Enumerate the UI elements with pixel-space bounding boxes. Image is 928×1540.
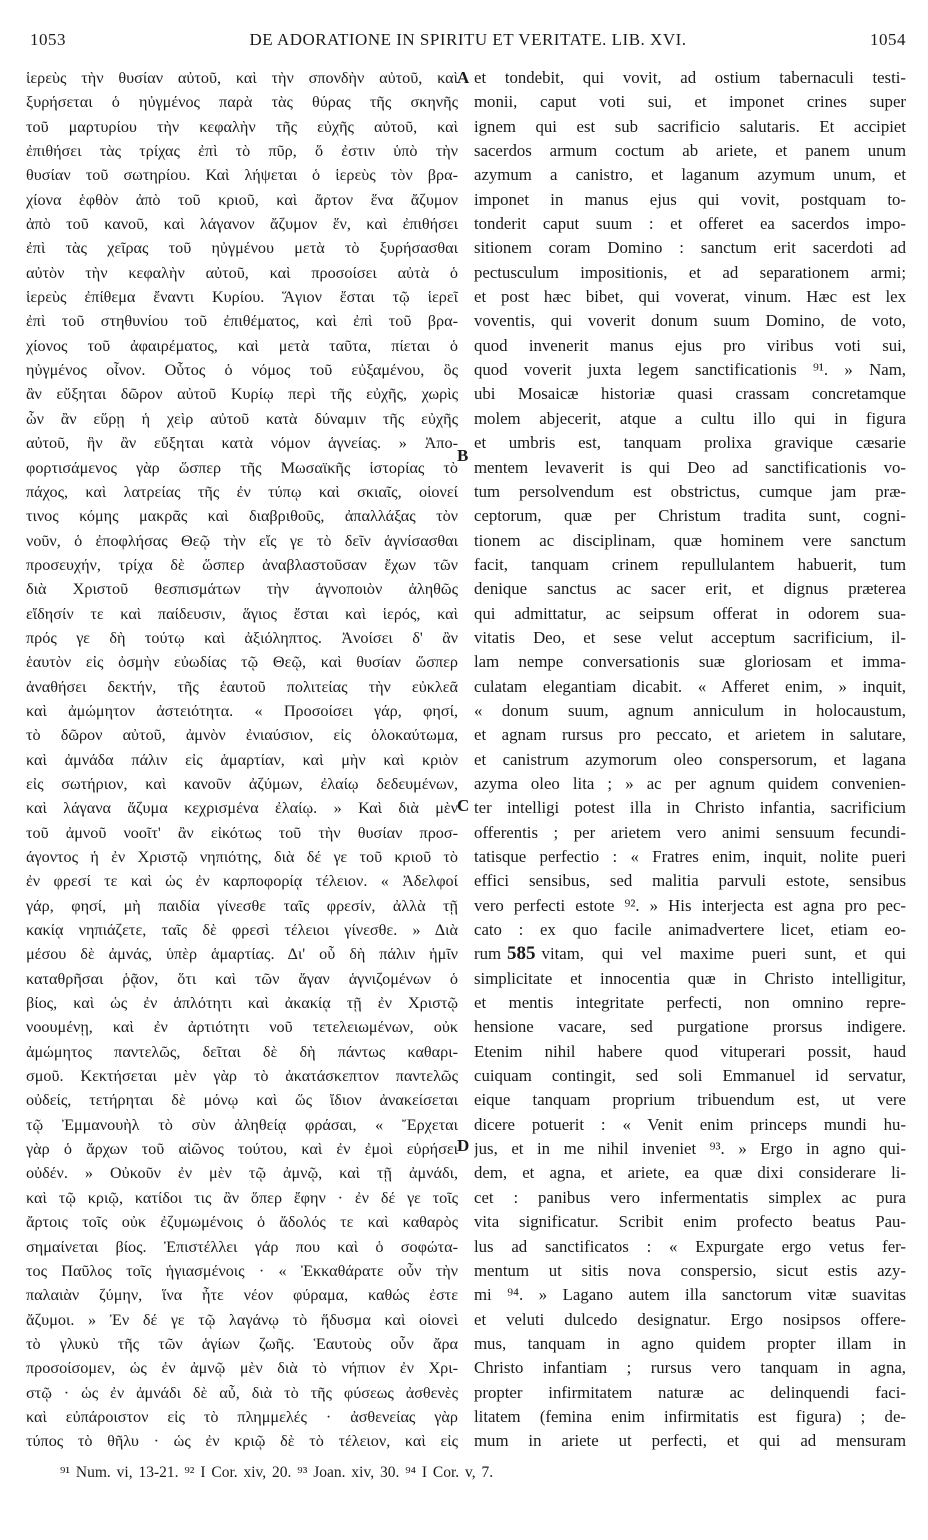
- section-marker-c: C: [457, 796, 470, 815]
- greek-text-line: οὐδέν. » Οὐκοῦν ἐν μὲν τῷ ἀμνῷ, καὶ τῇ ἀμνάδι,: [26, 1164, 458, 1183]
- latin-text-line: effici sensibus, sed malitia parvuli estote, sensibus: [474, 871, 906, 891]
- greek-text-line: τῷ Ἐμμανουὴλ τὸ σὺν ἀληθείᾳ φράσαι, « Ἔρχεται: [26, 1115, 458, 1134]
- latin-text-line: lus ad sanctificatos : « Expurgate ergo vetus fer-: [474, 1236, 906, 1256]
- latin-text-line: sacerdos armum coctum ab ariete, et panem unum: [474, 141, 906, 161]
- greek-text-line: ἱερεὺς ἐπίθεμα ἔναντι Κυρίου. Ἅγιον ἔσται τῷ ἱερεῖ: [26, 288, 458, 307]
- greek-text-line: τύπος τὸ θῆλυ · ὡς ἐν κριῷ δὲ τὸ τέλειον, καὶ εἰς: [26, 1432, 458, 1451]
- greek-text-line: γάρ, φησί, μὴ παιδία γίνεσθε ταῖς φρεσίν, ἀλλὰ τῇ: [26, 896, 458, 915]
- greek-text-line: ἀναθήσει δεκτήν, τῆς ἑαυτοῦ πολιτείας τὴν εὐκλεᾶ: [26, 677, 458, 696]
- greek-text-line: γὰρ ὁ ἄρχων τοῦ αἰῶνος τούτου, καὶ ἐν ἐμοὶ εὑρήσει: [26, 1140, 458, 1159]
- latin-text-line: ignem qui est sub sacrificio salutaris. Et accipiet: [474, 116, 906, 136]
- latin-text-line: imponet in manus ejus qui vovit, postquam to-: [474, 189, 906, 209]
- latin-text-line: vita significatur. Scribit enim profecto beatus Pau-: [474, 1212, 906, 1232]
- latin-text-line: et veluti dulcedo designatur. Ergo nosipsos offere-: [474, 1309, 906, 1329]
- page-number-right: 1054: [870, 30, 906, 49]
- greek-text-line: τὸ δῶρον αὐτοῦ, ἀμνὸν ἐνιαύσιον, εἰς ὁλοκαύτωμα,: [26, 726, 458, 745]
- latin-text-line: denique sanctus ac sacer erit, et dignus præterea: [474, 579, 906, 599]
- greek-text-line: αὐτοῦ, ἣν ἂν εὔξηται κατὰ νόμον ἁγνείας. » Ἀπο-: [26, 434, 458, 453]
- latin-text-line: mentum ut sitis nova conspersio, sicut estis azy-: [474, 1260, 906, 1280]
- latin-text-line: mum in ariete ut perfecti, et qui ad mensuram: [474, 1431, 906, 1451]
- greek-text-line: εἴδησίν τε καὶ παίδευσιν, ἅγιος ἔσται καὶ ἱερός, καὶ: [26, 604, 458, 623]
- greek-text-line: ἀμώμητος παντελῶς, δεῖται δὲ δὴ πάντως καθαρι-: [26, 1042, 458, 1061]
- latin-text-line: azymum a canistro, et laganum azymum unum, et: [474, 165, 906, 185]
- greek-text-line: ἑαυτὸν εἰς ὀσμὴν εὐωδίας τῷ Θεῷ, καὶ θυσίαν ὥσπερ: [26, 653, 458, 672]
- running-title: DE ADORATIONE IN SPIRITU ET VERITATE. LIB. XVI.: [249, 30, 687, 49]
- latin-text-line: simplicitate et innocentia quæ in Christo intelligitur,: [474, 968, 906, 988]
- greek-text-line: νοῦν, ὁ ἐποφλήσας Θεῷ τὴν εἴς γε τὸ δεῖν ἁγνίσασθαι: [26, 531, 458, 550]
- greek-text-line: πρός γε δὴ τούτῳ καὶ ἀξιόληπτος. Ἀνοίσει δ' ἂν: [26, 628, 458, 647]
- greek-text-line: καὶ λάγανα ἄζυμα κεχρισμένα ἐλαίῳ. » Καὶ διὰ μὲν: [26, 799, 458, 818]
- greek-text-line: χίονα ἑφθὸν ἀπὸ τοῦ κριοῦ, καὶ ἄρτον ἕνα ἄζυμον: [26, 190, 458, 209]
- greek-text-line: τοῦ ἀμνοῦ νοοῖτ' ἂν εἰκότως τοῦ τὴν θυσίαν προσ-: [26, 823, 458, 842]
- latin-text-line: et agnam rursus pro peccato, et arietem in salutare,: [474, 725, 906, 745]
- latin-text-line: eique tanquam proprium tribuendum est, ut vere: [474, 1090, 906, 1110]
- latin-text-line: cet : panibus vero infermentatis simplex ac pura: [474, 1187, 906, 1207]
- latin-text-line: mentem levaverit is qui Deo ad sanctificationis vo-: [474, 457, 906, 477]
- greek-text-line: προσοίσομεν, ὡς ἐν ἀμνῷ μὲν διὰ τὸ νήπιον ἐν Χρι-: [26, 1359, 458, 1378]
- inline-page-number: 585: [507, 943, 536, 965]
- greek-text-line: παλαιὰν ζύμην, ἵνα ἦτε νέον φύραμα, καθώς ἐστε: [26, 1286, 458, 1305]
- greek-text-line: τοῦ μαρτυρίου τὴν κεφαλὴν τῆς εὐχῆς αὐτοῦ, καὶ: [26, 117, 458, 136]
- latin-text-line: Etenim nihil habere quod vituperari possit, haud: [474, 1041, 906, 1061]
- greek-text-line: άγοντος ἡ ἐν Χριστῷ νηπιότης, διὰ δέ γε τοῦ κριοῦ τὸ: [26, 848, 458, 866]
- greek-text-line: νοουμένῃ, καὶ ἐν ἀρτιότητι νοῦ τετελειωμένων, οὐκ: [26, 1018, 458, 1037]
- latin-text-line: mus, tanquam in agno quidem propter illam in: [474, 1333, 906, 1353]
- footnotes: ⁹¹ Num. vi, 13-21. ⁹² I Cor. xiv, 20. ⁹³ Joan. xiv, 30. ⁹⁴ I Cor. v, 7.: [60, 1464, 494, 1481]
- greek-text-line: ἀπὸ τοῦ κανοῦ, καὶ λάγανον ἄζυμον ἕν, καὶ ἐπιθήσει: [26, 215, 458, 234]
- greek-text-line: ἱερεὺς τὴν θυσίαν αὐτοῦ, καὶ τὴν σπονδὴν αὐτοῦ, καὶ: [26, 69, 458, 87]
- greek-text-line: βίος, καὶ ὡς ἐν ἁπλότητι καὶ ἀκακίᾳ τῇ ἐν Χριστῷ: [26, 994, 458, 1013]
- latin-text-line: et umbris est, tanquam prolixa gravique cæsarie: [474, 433, 906, 453]
- section-marker-d: D: [457, 1136, 470, 1155]
- greek-text-line: ἂν εὔξηται δῶρον αὐτοῦ Κυρίῳ περὶ τῆς εὐχῆς, χωρὶς: [26, 385, 458, 404]
- greek-text-line: θυσίαν τοῦ σωτηρίου. Καὶ λήψεται ὁ ἱερεὺς τὸν βρα-: [26, 166, 458, 185]
- greek-text-line: πάχος, καὶ λατρείας τῆς ἐν τύπῳ καὶ σκιαῖς, οἱονεί: [26, 482, 458, 501]
- greek-text-line: τος Παῦλος τοῖς ἡγιασμένοις · « Ἐκκαθάρατε οὖν τὴν: [26, 1261, 458, 1280]
- greek-text-column: [26, 66, 458, 1454]
- greek-text-line: μέσου δὲ ἀμνάς, ὑπὲρ ἁμαρτίας. Δι' οὗ δὴ πάλιν ἡμῖν: [26, 945, 458, 964]
- latin-text-line: quod voverit juxta legem sanctificationis ⁹¹. » Nam,: [474, 360, 906, 380]
- latin-text-line: tatisque perfectio : « Fratres enim, inquit, nolite pueri: [474, 847, 906, 866]
- latin-text-line: mi ⁹⁴. » Lagano autem illa sanctorum vitæ suavitas: [474, 1285, 906, 1305]
- latin-text-line: quod invenerit manus ejus pro viribus voti sui,: [474, 335, 906, 355]
- latin-text-fragment: rum: [474, 944, 502, 964]
- greek-text-line: στῷ · ὡς ἐν ἀμνάδι δὲ αὖ, διὰ τὸ τῆς φύσεως ἀσθενὲς: [26, 1383, 458, 1402]
- greek-text-line: καὶ εὐπάροιστον εἰς τὸ πλημμελές · ἀσθενείας γὰρ: [26, 1407, 458, 1426]
- latin-text-line: tum persolvendum est obstrictus, cumque jam præ-: [474, 481, 906, 501]
- greek-text-line: ἄζυμοι. » Ἐν δέ γε τῷ λαγάνῳ τὸ ἥδυσμα καὶ οἱονεὶ: [26, 1310, 458, 1329]
- greek-text-line: προσευχήν, τρίχα δὲ ὥσπερ ἀναβλαστοῦσαν ἔχων τῶν: [26, 555, 458, 574]
- latin-text-line: [474, 942, 906, 966]
- latin-text-line: dem, et agna, et ariete, ea quæ dixi considerare li-: [474, 1163, 906, 1183]
- latin-text-fragment: vitam, qui vel maxime pueri sunt, et qui: [541, 944, 906, 964]
- greek-text-line: εἰς σωτήριον, καὶ κανοῦν ἀζύμων, ἐλαίῳ δεδευμένων,: [26, 774, 458, 793]
- latin-text-line: et post hæc bibet, qui voverat, vinum. Hæc est lex: [474, 287, 906, 307]
- latin-text-line: litatem (femina enim infirmitatis est figura) ; de-: [474, 1406, 906, 1426]
- running-header: [30, 28, 906, 56]
- latin-text-line: vero perfecti estote ⁹². » His interjecta est agna pro pec-: [474, 895, 906, 915]
- section-marker-a: A: [457, 68, 470, 87]
- greek-text-line: σημαίνεται βίος. Ἐπιστέλλει γάρ που καὶ ὁ σοφώτα-: [26, 1237, 458, 1256]
- latin-text-line: cato : ex quo facile animadvertere licet, etiam eo-: [474, 920, 906, 940]
- latin-text-line: propter infirmitatem naturæ ac delinquendi faci-: [474, 1382, 906, 1402]
- latin-text-line: « donum suum, agnum anniculum in holocaustum,: [474, 700, 906, 720]
- greek-text-line: σμοῦ. Κεκτήσεται μὲν γὰρ τὸ ἀκατάσκεπτον παντελῶς: [26, 1067, 458, 1086]
- latin-text-line: offerentis ; per arietem vero animi sensuum fecundi-: [474, 822, 906, 842]
- latin-text-line: ceptorum, quæ per Christum tradita sunt, cogni-: [474, 506, 906, 526]
- latin-text-line: ter intelligi potest illa in Christo infantia, sacrificium: [474, 798, 906, 818]
- greek-text-line: ξυρήσεται ὁ ηὐγμένος παρὰ τὰς θύρας τῆς σκηνῆς: [26, 93, 458, 112]
- greek-text-line: ηὐγμένος οἶνον. Οὗτος ὁ νόμος τοῦ εὐξαμένου, ὃς: [26, 361, 458, 380]
- latin-text-line: et mentis integritate perfecti, non omnino repre-: [474, 993, 906, 1013]
- latin-text-line: Christo infantiam ; rursus vero tanquam in agna,: [474, 1358, 906, 1378]
- latin-text-column: [474, 66, 906, 1454]
- greek-text-line: ἐπὶ τοῦ στηθυνίου τοῦ ἐπιθέματος, καὶ ἐπὶ τοῦ βρα-: [26, 312, 458, 331]
- greek-text-line: ἄρτοις τοῖς οὐκ ἐζυμωμένοις ὁ ἄδολός τε καὶ καθαρὸς: [26, 1213, 458, 1232]
- latin-text-line: ubi Mosaicæ historiæ quasi crassam concretamque: [474, 384, 906, 404]
- latin-text-line: dicere potuerit : « Venit enim princeps mundi hu-: [474, 1114, 906, 1134]
- greek-text-line: κακίᾳ νηπιάζετε, ταῖς δὲ φρεσὶ τέλειοι γίνεσθε. » Διὰ: [26, 921, 458, 940]
- latin-text-line: molem abjecerit, atque a cultu illo qui in figura: [474, 408, 906, 428]
- page-number-left: 1053: [30, 30, 66, 49]
- latin-text-line: monii, caput voti sui, et imponet crines super: [474, 92, 906, 112]
- greek-text-line: φορτισάμενος γὰρ ὥσπερ τῆς Μωσαϊκῆς ἱστορίας τὸ: [26, 458, 458, 477]
- latin-text-line: jus, et in me nihil inveniet ⁹³. » Ergo in agno qui-: [474, 1139, 906, 1159]
- greek-text-line: ἐν φρεσί τε καὶ ὡς ἐν καρποφορίᾳ τέλειον. « Ἀδελφοί: [26, 872, 458, 891]
- latin-text-line: sitionem coram Domino : sanctum erit sacerdoti ad: [474, 238, 906, 258]
- greek-text-line: ὧν ἂν εὕρῃ ἡ χεὶρ αὐτοῦ κατὰ δύναμιν τῆς εὐχῆς: [26, 409, 458, 428]
- latin-text-line: culatam elegantiam dicabit. « Afferet enim, » inquit,: [474, 676, 906, 696]
- greek-text-line: οὐδείς, τετήρηται δὲ μόνῳ καὶ ὥς ἴδιον ἀνακείσεται: [26, 1091, 458, 1110]
- latin-text-line: azyma oleo lita ; » ac per agnum quidem convenien-: [474, 773, 906, 793]
- latin-text-line: facit, tanquam crinem repullulantem habuerit, tum: [474, 554, 906, 574]
- section-marker-b: B: [457, 446, 469, 465]
- latin-text-line: qui admittatur, ac seipsum offerat in odorem sua-: [474, 603, 906, 623]
- latin-text-line: hensione vacare, sed purgatione prorsus indigere.: [474, 1017, 906, 1037]
- latin-text-line: et canistrum azymorum oleo conspersorum, et lagana: [474, 749, 906, 769]
- greek-text-line: καὶ ἀμνάδα πάλιν εἰς ἁμαρτίαν, καὶ μὴν καὶ κριὸν: [26, 750, 458, 769]
- greek-text-line: τὸ γλυκὺ τῆς τῶν ἁγίων ζωῆς. Ἑαυτοὺς οὖν ἄρα: [26, 1334, 458, 1353]
- greek-text-line: καὶ τῷ κριῷ, κατίδοι τις ἂν ὅπερ ἔφην · ἐν δέ γε τοῖς: [26, 1188, 458, 1207]
- latin-text-line: vitatis Deo, et sese velut acceptum sacrificium, il-: [474, 627, 906, 647]
- greek-text-line: αὐτὸν τὴν κεφαλὴν αὐτοῦ, καὶ προσοίσει αὐτὰ ὁ: [26, 263, 458, 282]
- greek-text-line: ἐπιθήσει τὰς τρίχας ἐπὶ τὸ πῦρ, ὅ ἐστιν ὑπὸ τὴν: [26, 142, 458, 161]
- latin-text-line: tionem ac disciplinam, quæ hominem vere sanctum: [474, 530, 906, 550]
- latin-text-line: tonderit caput suum : et offeret ea sacerdos impo-: [474, 214, 906, 234]
- greek-text-line: καταθρῆσαι ῥᾷον, ὅτι καὶ τῶν ἄγαν ἁγνιζομένων ὁ: [26, 969, 458, 988]
- greek-text-line: διὰ Χριστοῦ θεσπισμάτων τὴν ἁγνοποιὸν ἀληθῶς: [26, 580, 458, 599]
- greek-text-line: καὶ ἀμώμητον ἀστειότητα. « Προσοίσει γάρ, φησί,: [26, 701, 458, 720]
- latin-text-line: cuiquam contingit, sed soli Emmanuel id servatur,: [474, 1066, 906, 1086]
- latin-text-line: et tondebit, qui vovit, ad ostium tabernaculi testi-: [474, 68, 906, 87]
- latin-text-line: voventis, qui voverit donum suum Domino, de voto,: [474, 311, 906, 331]
- greek-text-line: ἐπὶ τὰς χεῖρας τοῦ ηὐγμένου μετὰ τὸ ξυρήσασθαι: [26, 239, 458, 258]
- latin-text-line: lam nempe conversationis suæ gloriosam et imma-: [474, 652, 906, 672]
- greek-text-line: χίονος τοῦ ἀφαιρέματος, καὶ μετὰ ταῦτα, πίεται ὁ: [26, 336, 458, 355]
- latin-text-line: pectusculum impositionis, et ad separationem armi;: [474, 262, 906, 282]
- greek-text-line: τινος κόμης μακρᾶς καὶ διαβριθοῦς, ἀπαλλάξας τὸν: [26, 507, 458, 526]
